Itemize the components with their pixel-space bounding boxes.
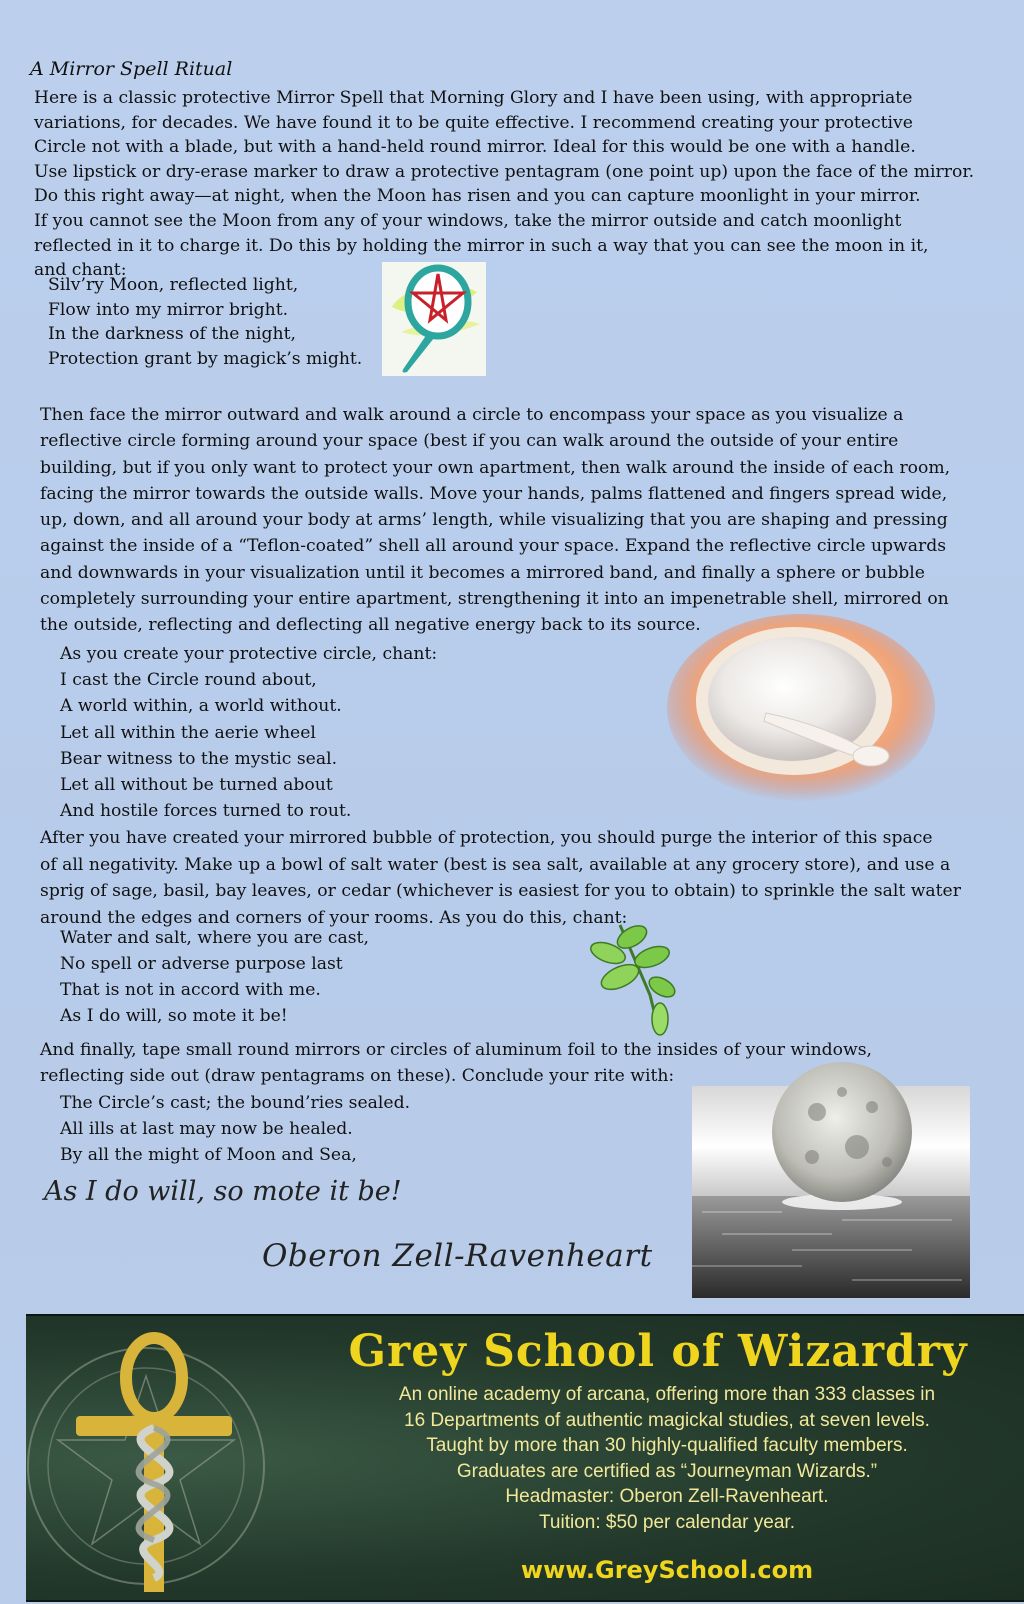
text-line: building, but if you only want to protect your own apartment, then walk around the inside of each room, — [40, 457, 951, 478]
website-link[interactable]: www.GreySchool.com — [520, 1556, 814, 1584]
paragraph-visualize — [40, 402, 950, 639]
banner-line: Graduates are certified as “Journeyman Wizards.” — [456, 1460, 878, 1482]
text-line: Circle not with a blade, but with a hand-held round mirror. Ideal for this would be one with a handle. — [34, 137, 916, 158]
text-line: facing the mirror towards the outside walls. Move your hands, palms flattened and fingers spread wide, — [40, 483, 948, 504]
verse-line: In the darkness of the night, — [48, 324, 296, 344]
verse-line: Let all without be turned about — [60, 775, 333, 796]
paragraph-purge — [40, 825, 961, 931]
verse-line: The Circle’s cast; the bound’ries sealed. — [60, 1093, 411, 1113]
banner-line: Tuition: $50 per calendar year. — [539, 1511, 795, 1533]
sage-sprig-illustration — [590, 915, 680, 1040]
text-line: Do this right away—at night, when the Moon has risen and you can capture moonlight in your mirror. — [34, 186, 921, 207]
verse-line: Bear witness to the mystic seal. — [60, 748, 338, 769]
verse-line: Silv’ry Moon, reflected light, — [48, 275, 299, 295]
chant-circle — [60, 641, 437, 824]
text-line: against the inside of a “Teflon-coated” shell all around your space. Expand the reflective circle upwards — [40, 536, 947, 557]
salt-bowl-photo — [666, 613, 936, 803]
banner-line: Taught by more than 30 highly-qualified faculty members. — [426, 1435, 908, 1456]
text-line: And finally, tape small round mirrors or circles of aluminum foil to the insides of your windows, — [40, 1040, 872, 1060]
chant-moon — [48, 273, 362, 371]
text-line: Then face the mirror outward and walk around a circle to encompass your space as you visualize a — [40, 405, 904, 425]
banner-description — [322, 1382, 1012, 1535]
author-signature: Oberon Zell-Ravenheart — [262, 1238, 653, 1274]
verse-line: That is not in accord with me. — [60, 980, 321, 1000]
banner-title: Grey School of Wizardry — [348, 1326, 968, 1377]
paragraph-intro — [34, 86, 974, 283]
verse-line: And hostile forces turned to rout. — [60, 801, 352, 822]
chant-closing — [60, 1090, 410, 1168]
text-line: Here is a classic protective Mirror Spell that Morning Glory and I have been using, with appropriate — [34, 88, 913, 108]
article-title: A Mirror Spell Ritual — [30, 58, 233, 80]
text-line: sprig of sage, basil, bay leaves, or cedar (whichever is easiest for you to obtain) to sprinkle the salt water — [40, 881, 961, 901]
verse-line: As you create your protective circle, chant: — [60, 644, 438, 664]
text-line: After you have created your mirrored bubble of protection, you should purge the interior of this space — [40, 828, 933, 848]
verse-line: A world within, a world without. — [60, 696, 342, 717]
closing-line: As I do will, so mote it be! — [44, 1176, 402, 1207]
verse-line: Water and salt, where you are cast, — [60, 928, 369, 948]
text-line: reflecting side out (draw pentagrams on these). Conclude your rite with: — [40, 1066, 675, 1086]
text-line: Use lipstick or dry-erase marker to draw a protective pentagram (one point up) upon the face of the mirror. — [34, 161, 975, 182]
text-line: and chant: — [34, 260, 127, 281]
hand-mirror-pentagram-icon — [382, 262, 486, 376]
banner-line: Headmaster: Oberon Zell-Ravenheart. — [505, 1486, 829, 1507]
banner-line: An online academy of arcana, offering more than 333 classes in — [398, 1384, 936, 1405]
text-line: the outside, reflecting and deflecting all negative energy back to its source. — [40, 615, 701, 636]
text-line: reflective circle forming around your space (best if you can walk around the outside of your entire — [40, 431, 899, 452]
verse-line: No spell or adverse purpose last — [60, 954, 343, 974]
text-line: of all negativity. Make up a bowl of salt water (best is sea salt, available at any grocery store), and use a — [40, 854, 951, 875]
text-line: around the edges and corners of your rooms. As you do this, chant: — [40, 907, 628, 928]
grey-school-banner — [26, 1314, 1024, 1602]
verse-line: As I do will, so mote it be! — [60, 1006, 288, 1026]
verse-line: All ills at last may now be healed. — [60, 1119, 353, 1139]
ankh-caduceus-emblem — [26, 1316, 306, 1600]
chant-salt-water — [60, 925, 369, 1029]
text-line: variations, for decades. We have found it to be quite effective. I recommend creating your protective — [34, 112, 913, 133]
verse-line: By all the might of Moon and Sea, — [60, 1145, 357, 1165]
text-line: reflected in it to charge it. Do this by holding the mirror in such a way that you can see the moon in it, — [34, 235, 929, 256]
verse-line: Flow into my mirror bright. — [48, 299, 289, 320]
text-line: If you cannot see the Moon from any of your windows, take the mirror outside and catch moonlight — [34, 210, 902, 231]
text-line: up, down, and all around your body at arms’ length, while visualizing that you are shaping and pressing — [40, 510, 948, 531]
verse-line: I cast the Circle round about, — [60, 670, 317, 691]
verse-line: Let all within the aerie wheel — [60, 722, 316, 743]
text-line: completely surrounding your entire apartment, strengthening it into an impenetrable shell, mirrored on — [40, 589, 949, 610]
moon-over-sea-photo — [692, 1062, 970, 1298]
text-line: and downwards in your visualization until it becomes a mirrored band, and finally a sphere or bubble — [40, 562, 925, 583]
verse-line: Protection grant by magick’s might. — [48, 348, 363, 369]
banner-line: 16 Departments of authentic magickal studies, at seven levels. — [404, 1409, 930, 1431]
